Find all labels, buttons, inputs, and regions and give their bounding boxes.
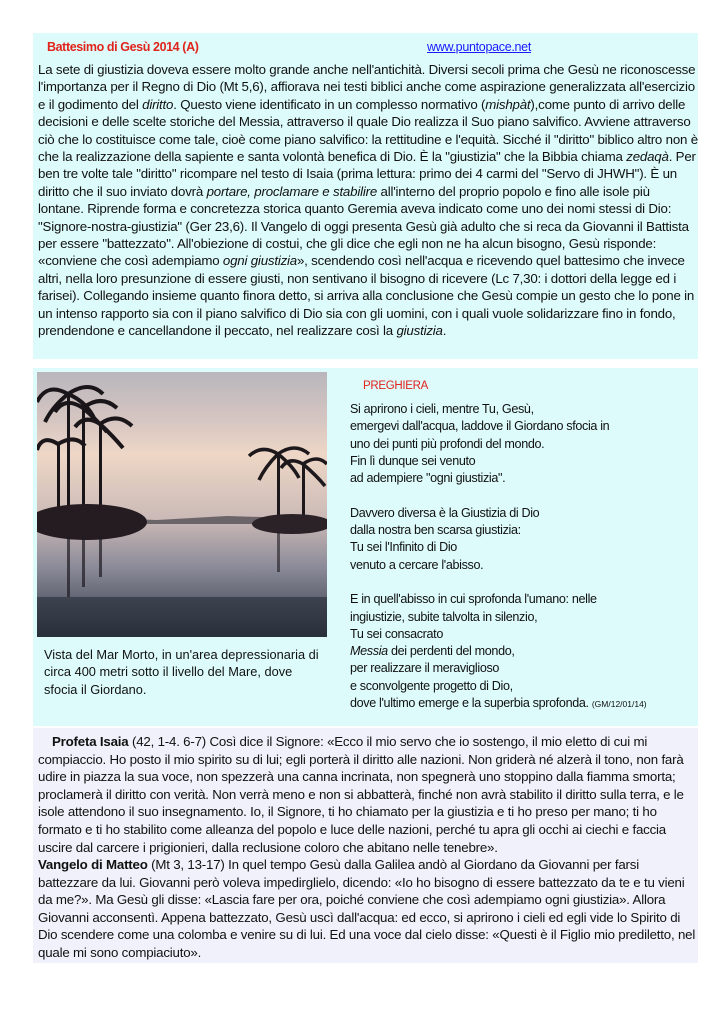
prayer-line: ad adempiere "ogni giustizia".: [350, 471, 506, 486]
intro-italic-word: mishpàt: [485, 96, 531, 112]
prayer-title: PREGHIERA: [363, 380, 429, 392]
dead-sea-photo: [37, 372, 327, 637]
prayer-line: [350, 695, 680, 713]
prayer-spacer: [350, 487, 680, 504]
prayer-spacer: [350, 574, 680, 591]
intro-paragraph: [38, 61, 698, 340]
prayer-line: Tu sei consacrato: [350, 626, 443, 641]
intro-text-part: », scendendo così nell'acqua e ricevendo quel battesimo che invece altri, nella loro presunzione di essere giusti, non sentivano il bisogno di ricevere (Lc 7,30: i dottori della legge ed i farisei). Collegando insieme quanto finora detto, si arriva alla conclusione che Gesù compie un gesto che lo pone in un intenso rapporto sia con il piano salvifico di Dio sia con gli uomini, con i quali vuole solidarizzare fino in fondo, prendendone e cancellandone il peccato, nel realizzare così la: [38, 253, 695, 339]
website-link[interactable]: www.puntopace.net: [427, 40, 532, 54]
prayer-italic-word: Messia: [350, 644, 388, 659]
intro-italic-word: ogni giustizia: [222, 253, 297, 269]
intro-text-part: . Per ben tre volte tale "diritto" ricompare nel testo di Isaia (prima lettura: primo dei 4 carmi del "Servo di JHWH"). È un diritto che il suo inviato dovrà: [38, 149, 696, 199]
matthew-reading: [38, 856, 700, 962]
intro-italic-word: diritto: [142, 96, 174, 112]
intro-italic-word: zedaqà: [626, 149, 669, 165]
intro-text-part: .: [442, 323, 447, 339]
isaiah-ref: (42, 1-4. 6-7): [128, 734, 207, 749]
prayer-line: Si aprirono i cieli, mentre Tu, Gesù,: [350, 402, 534, 416]
prayer-line: Davvero diversa è la Giustizia di Dio: [350, 505, 540, 520]
matthew-text: In quel tempo Gesù dalla Galilea andò al Giordano da Giovanni per farsi battezzare da lui. Giovanni però voleva impedirglielo, dicendo: «Io ho bisogno di essere battezzato da te e tu vieni da me?». Ma Gesù gli disse: «Lascia fare per ora, poiché conviene che così adempiamo ogni giustizia». Allora Giovanni acconsentì. Appena battezzato, Gesù uscì dall'acqua: ed ecco, si aprirono i cieli ed egli vide lo Spirito di Dio scendere come una colomba e venire su di lui. Ed una voce dal cielo disse: «Questi è il Figlio mio prediletto, nel quale mi sono compiaciuto».: [38, 857, 696, 960]
prayer-line: dalla nostra ben scarsa giustizia:: [350, 523, 521, 538]
isaiah-reading: [38, 733, 700, 856]
matthew-paragraph: [38, 856, 700, 962]
prayer-line: Tu sei l'Infinito di Dio: [350, 540, 457, 555]
intro-italic-word: giustizia: [396, 323, 443, 339]
header: [47, 40, 647, 58]
prayer-line: Fin lì dunque sei venuto: [350, 453, 476, 468]
dead-sea-image: [37, 372, 327, 637]
prayer-line: [350, 643, 680, 660]
prayer-line-text: dove l'ultimo emerge e la superbia sprofonda.: [350, 696, 592, 711]
intro-italic-word: portare, proclamare e stabilire: [206, 183, 378, 199]
prayer-line: e sconvolgente progetto di Dio,: [350, 678, 513, 693]
isaiah-label: Profeta Isaia: [51, 734, 129, 749]
prayer-line: emergevi dall'acqua, laddove il Giordano sfocia in: [350, 419, 610, 434]
isaiah-paragraph: [38, 733, 700, 856]
prayer-line: per realizzare il meraviglioso: [350, 661, 500, 676]
prayer-line: uno dei punti più profondi del mondo.: [350, 436, 545, 451]
prayer-line: E in quell'abisso in cui sprofonda l'umano: nelle: [350, 592, 597, 607]
page-title: Battesimo di Gesù 2014 (A): [47, 40, 199, 54]
prayer-line-rest: dei perdenti del mondo,: [387, 644, 515, 659]
intro-text-part: . Questo viene identificato in un complesso normativo (: [173, 96, 486, 112]
isaiah-text: Così dice il Signore: «Ecco il mio servo che io sostengo, il mio eletto di cui mi compiaccio. Ho posto il mio spirito su di lui; egli porterà il diritto alle nazioni. Non griderà né alzerà il tono, non farà udire in piazza la sua voce, non spezzerà una canna incrinata, non spegnerà uno stoppino dalla fiamma smorta; proclamerà il diritto con verità. Non verrà meno e non si abbatterà, finché non avrà stabilito il diritto sulla terra, e le isole attendono il suo insegnamento. Io, il Signore, ti ho chiamato per la giustizia e ti ho preso per mano; ti ho formato e ti ho stabilito come alleanza del popolo e luce delle nazioni, perché tu apra gli occhi ai ciechi e faccia uscire dal carcere i prigionieri, dalla reclusione coloro che abitano nelle tenebre».: [38, 734, 684, 855]
intro-text-part: La sete di giustizia doveva essere molto grande anche nell'antichità. Diversi secoli prima che Gesù ne riconoscesse l'importanza per il Regno di Dio (Mt 5,6), affiorava nei testi biblici anche come aspirazione generalizzata all'esercizio e il godimento del: [38, 62, 696, 112]
matthew-ref: (Mt 3, 13-17): [147, 857, 225, 872]
prayer-line: venuto a cercare l'abisso.: [350, 557, 484, 572]
intro-text: [38, 61, 698, 340]
prayer-line: ingiustizie, subite talvolta in silenzio,: [350, 609, 538, 624]
prayer-text: [350, 401, 680, 713]
matthew-label: Vangelo di Matteo: [38, 857, 148, 872]
prayer-signature: (GM/12/01/14): [591, 699, 647, 710]
photo-caption: Vista del Mar Morto, in un'area depressionaria di circa 400 metri sotto il livello del Mare, dove sfocia il Giordano.: [44, 647, 319, 697]
intro-text-part: ),come punto di arrivo delle decisioni e delle scelte storiche del Messia, attraverso il quale Dio realizza il Suo piano salvifico. Avvienе attraverso ciò che lo costituisce come tale, cioè come piano salvifico: la rettitudine e l'equità. Sicché il "diritto" biblico altro non è che la realizzazione della sapiente e santa volontà benefica di Dio. È la "giustizia" che la Bibbia chiama: [38, 96, 698, 165]
intro-text-part: all'interno del proprio popolo e fino alle isole più lontane. Riprende forma e concretezza storica quanto Geremia aveva indicato come uno dei nomi stessi di Dio: "Signore-nostra-giustizia" (Ger 23,6). Il Vangelo di oggi presenta Gesù già adulto che si reca da Giovanni il Battista per essere "battezzato". All'obiezione di costui, che gli dice che egli non ne ha alcun bisogno, Gesù risponde: «conviene che così adempiamo: [38, 183, 689, 269]
